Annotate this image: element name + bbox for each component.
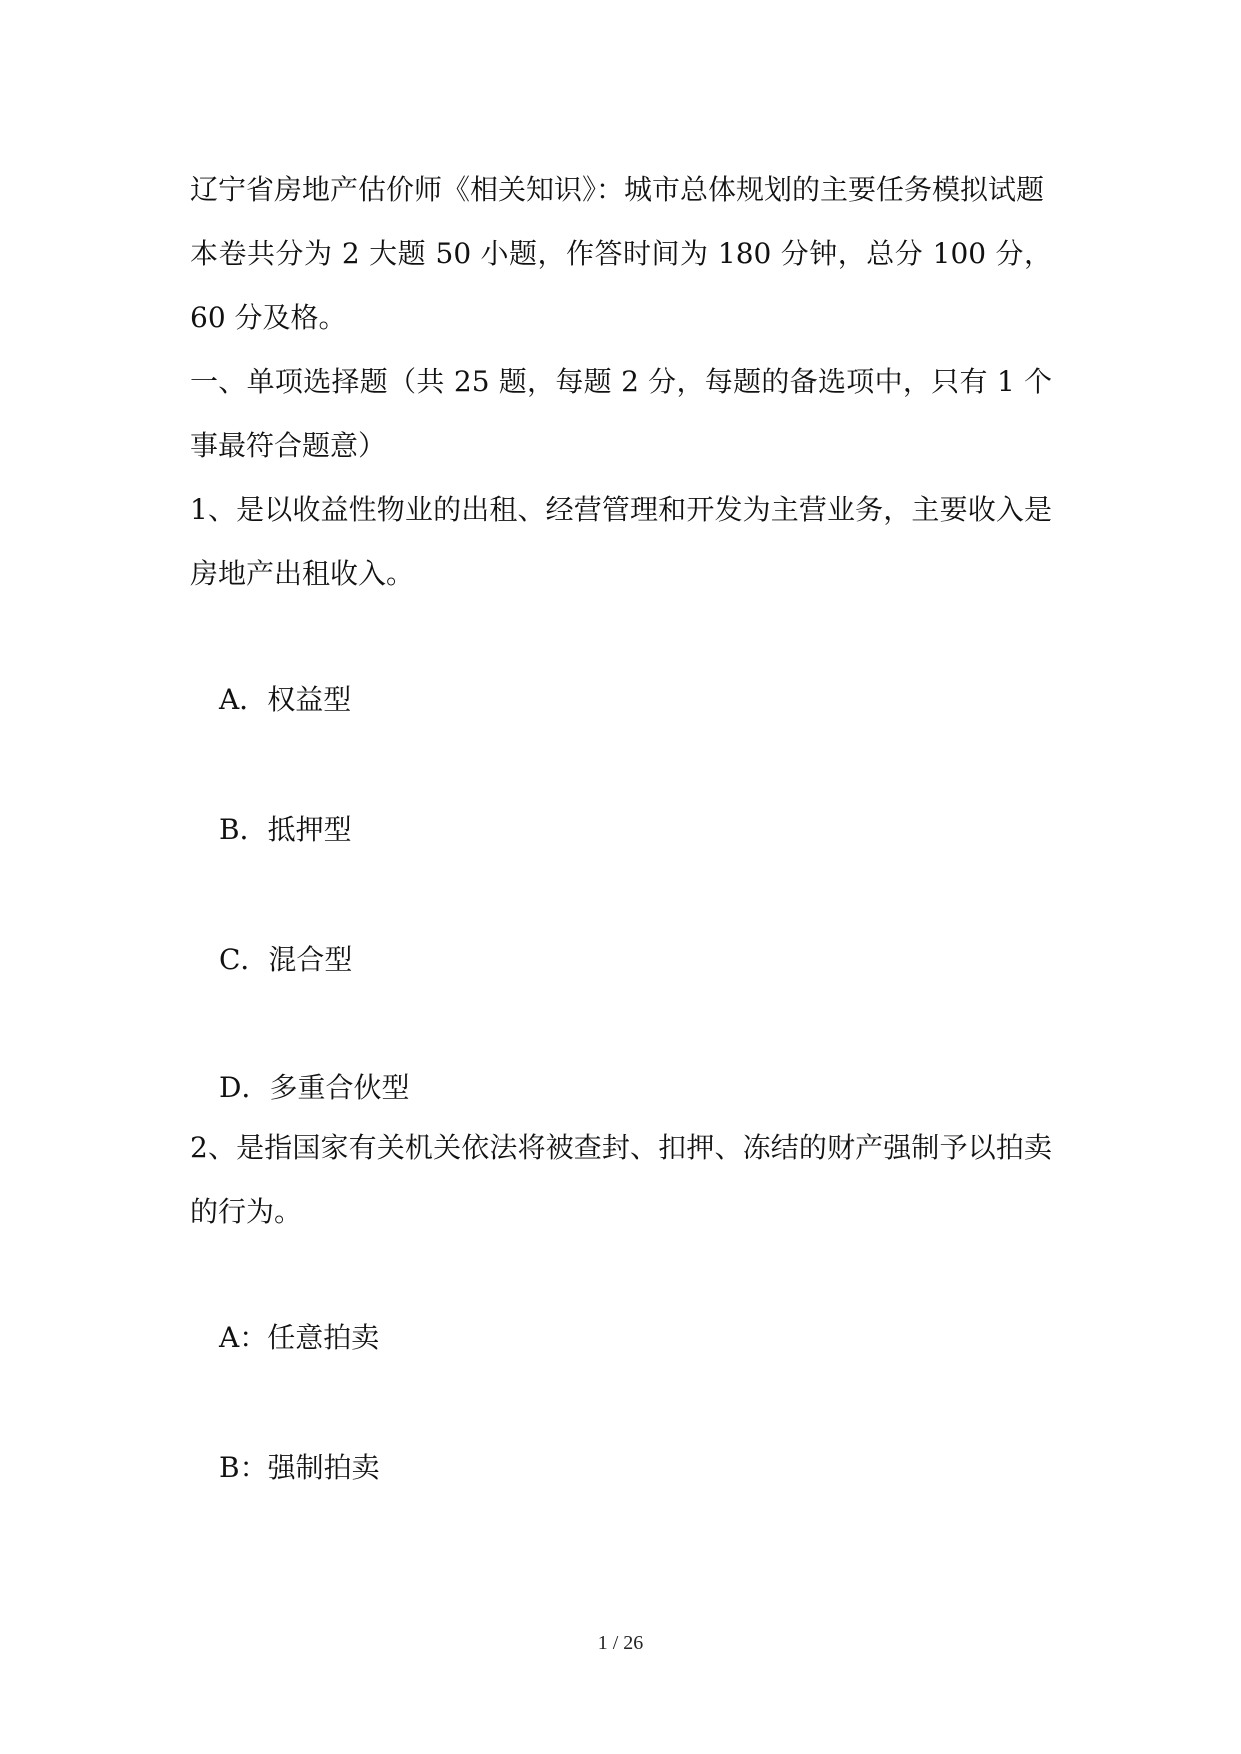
option-c	[190, 866, 1052, 996]
section-heading: 一、单项选择题（共 25 题，每题 2 分，每题的备选项中，只有 1 个事最符合题意）	[190, 365, 1052, 462]
option-a	[190, 1244, 1052, 1374]
option-d	[190, 996, 1052, 1116]
option-b	[190, 736, 1052, 866]
option-label: B．抵押型	[219, 813, 352, 846]
option-label: B：强制拍卖	[219, 1451, 380, 1484]
question-block-2	[190, 1116, 1052, 1504]
option-label: D．多重合伙型	[219, 1071, 410, 1104]
option-a	[190, 606, 1052, 736]
question-text: 2、是指国家有关机关依法将被查封、扣押、冻结的财产强制予以拍卖的行为。	[190, 1131, 1052, 1228]
document-content	[190, 158, 1052, 1504]
option-list	[190, 606, 1052, 1116]
option-label: A：任意拍卖	[219, 1321, 380, 1354]
question-block-1	[190, 478, 1052, 1116]
option-b	[190, 1374, 1052, 1504]
document-title: 辽宁省房地产估价师《相关知识》：城市总体规划的主要任务模拟试题	[190, 173, 1045, 206]
page-number: 1 / 26	[597, 1632, 644, 1654]
exam-intro: 本卷共分为 2 大题 50 小题，作答时间为 180 分钟，总分 100 分，60 分及格。	[190, 237, 1052, 334]
option-label: A．权益型	[219, 683, 352, 716]
question-text: 1、是以收益性物业的出租、经营管理和开发为主营业务，主要收入是房地产出租收入。	[190, 493, 1052, 590]
option-label: C．混合型	[219, 943, 353, 976]
option-list	[190, 1244, 1052, 1504]
